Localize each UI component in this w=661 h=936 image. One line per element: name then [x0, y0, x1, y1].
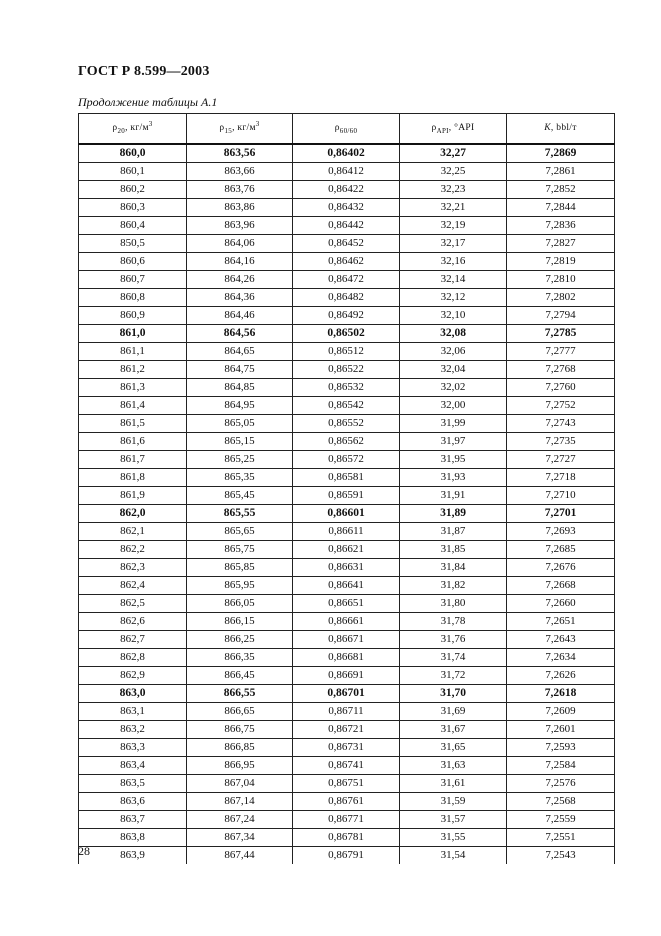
table-cell: 31,99 [400, 415, 507, 433]
table-cell: 0,86512 [293, 343, 400, 361]
table-cell: 31,84 [400, 559, 507, 577]
table-cell: 7,2651 [507, 613, 615, 631]
table-cell: 31,93 [400, 469, 507, 487]
table-cell: 867,14 [187, 793, 293, 811]
table-cell: 31,74 [400, 649, 507, 667]
table-cell: 861,6 [79, 433, 187, 451]
table-cell: 31,67 [400, 721, 507, 739]
table-row [79, 685, 615, 703]
table-cell: 7,2777 [507, 343, 615, 361]
table-row [79, 144, 615, 163]
table-cell: 31,85 [400, 541, 507, 559]
table-cell: 0,86661 [293, 613, 400, 631]
table-cell: 866,25 [187, 631, 293, 649]
table-row [79, 667, 615, 685]
header-subscript: API [436, 126, 449, 135]
table-cell: 32,17 [400, 235, 507, 253]
table-cell: 7,2576 [507, 775, 615, 793]
table-cell: 0,86681 [293, 649, 400, 667]
table-cell: 865,75 [187, 541, 293, 559]
table-cell: 0,86442 [293, 217, 400, 235]
table-cell: 32,10 [400, 307, 507, 325]
table-cell: 861,1 [79, 343, 187, 361]
table-cell: 0,86671 [293, 631, 400, 649]
table-cell: 861,3 [79, 379, 187, 397]
table-cell: 850,5 [79, 235, 187, 253]
header-row [79, 114, 615, 145]
table-cell: 7,2752 [507, 397, 615, 415]
table-cell: 0,86641 [293, 577, 400, 595]
table-cell: 31,55 [400, 829, 507, 847]
table-cell: 865,65 [187, 523, 293, 541]
table-cell: 0,86621 [293, 541, 400, 559]
table-cell: 867,44 [187, 847, 293, 865]
table-cell: 863,4 [79, 757, 187, 775]
table-cell: 862,1 [79, 523, 187, 541]
table-cell: 860,7 [79, 271, 187, 289]
table-cell: 863,86 [187, 199, 293, 217]
table-cell: 0,86581 [293, 469, 400, 487]
table-cell: 864,85 [187, 379, 293, 397]
table-cell: 7,2668 [507, 577, 615, 595]
table-row [79, 433, 615, 451]
table-cell: 7,2827 [507, 235, 615, 253]
header-symbol: ρ [431, 123, 437, 133]
table-cell: 32,12 [400, 289, 507, 307]
table-cell: 32,19 [400, 217, 507, 235]
table-cell: 31,72 [400, 667, 507, 685]
table-row [79, 775, 615, 793]
table-cell: 861,5 [79, 415, 187, 433]
table-cell: 0,86552 [293, 415, 400, 433]
header-symbol: ρ [219, 123, 225, 133]
table-row [79, 829, 615, 847]
table-cell: 7,2593 [507, 739, 615, 757]
table-cell: 861,9 [79, 487, 187, 505]
table-cell: 0,86502 [293, 325, 400, 343]
table-row [79, 307, 615, 325]
table-cell: 32,25 [400, 163, 507, 181]
table-cell: 7,2760 [507, 379, 615, 397]
table-row [79, 847, 615, 865]
header-subscript: 60/60 [339, 126, 358, 135]
table-cell: 0,86522 [293, 361, 400, 379]
table-cell: 860,0 [79, 144, 187, 163]
table-cell: 31,69 [400, 703, 507, 721]
table-row [79, 505, 615, 523]
table-cell: 865,35 [187, 469, 293, 487]
table-cell: 31,95 [400, 451, 507, 469]
table-cell: 863,8 [79, 829, 187, 847]
table-cell: 0,86771 [293, 811, 400, 829]
table-cell: 863,7 [79, 811, 187, 829]
table-cell: 7,2543 [507, 847, 615, 865]
table-cell: 0,86472 [293, 271, 400, 289]
table-cell: 865,95 [187, 577, 293, 595]
table-row [79, 343, 615, 361]
table-row [79, 397, 615, 415]
table-cell: 860,3 [79, 199, 187, 217]
table-cell: 7,2551 [507, 829, 615, 847]
table-cell: 864,26 [187, 271, 293, 289]
table-row [79, 703, 615, 721]
table-cell: 0,86601 [293, 505, 400, 523]
table-cell: 7,2660 [507, 595, 615, 613]
table-cell: 863,5 [79, 775, 187, 793]
table-row [79, 271, 615, 289]
table-cell: 863,96 [187, 217, 293, 235]
table-row [79, 451, 615, 469]
table-row [79, 541, 615, 559]
table-cell: 864,56 [187, 325, 293, 343]
table-cell: 860,2 [79, 181, 187, 199]
table-cell: 866,35 [187, 649, 293, 667]
table-cell: 864,36 [187, 289, 293, 307]
table-cell: 0,86631 [293, 559, 400, 577]
table-caption: Продолжение таблицы А.1 [78, 95, 218, 109]
table-row [79, 415, 615, 433]
table-row [79, 487, 615, 505]
table-cell: 867,24 [187, 811, 293, 829]
table-cell: 864,65 [187, 343, 293, 361]
table-cell: 867,04 [187, 775, 293, 793]
table-cell: 0,86651 [293, 595, 400, 613]
table-cell: 7,2852 [507, 181, 615, 199]
table-cell: 865,05 [187, 415, 293, 433]
table-cell: 863,2 [79, 721, 187, 739]
table-cell: 864,95 [187, 397, 293, 415]
table-cell: 31,63 [400, 757, 507, 775]
table-cell: 861,0 [79, 325, 187, 343]
table-cell: 0,86542 [293, 397, 400, 415]
table-cell: 32,14 [400, 271, 507, 289]
table-row [79, 469, 615, 487]
table-row [79, 811, 615, 829]
table-cell: 0,86721 [293, 721, 400, 739]
header-superscript: 3 [255, 119, 260, 128]
table-cell: 31,59 [400, 793, 507, 811]
table-cell: 7,2869 [507, 144, 615, 163]
table-cell: 7,2601 [507, 721, 615, 739]
table-cell: 31,80 [400, 595, 507, 613]
table-cell: 7,2568 [507, 793, 615, 811]
table-row [79, 379, 615, 397]
table-cell: 7,2626 [507, 667, 615, 685]
table-cell: 7,2701 [507, 505, 615, 523]
table-cell: 866,05 [187, 595, 293, 613]
table-cell: 0,86462 [293, 253, 400, 271]
table-row [79, 649, 615, 667]
table-cell: 31,65 [400, 739, 507, 757]
table-cell: 7,2559 [507, 811, 615, 829]
table-cell: 0,86711 [293, 703, 400, 721]
table-cell: 7,2693 [507, 523, 615, 541]
header-symbol: K [544, 123, 551, 133]
table-cell: 32,02 [400, 379, 507, 397]
table-cell: 7,2710 [507, 487, 615, 505]
table-cell: 7,2609 [507, 703, 615, 721]
table-row [79, 181, 615, 199]
table-cell: 862,0 [79, 505, 187, 523]
table-cell: 0,86611 [293, 523, 400, 541]
header-symbol: ρ [112, 123, 118, 133]
table-cell: 31,97 [400, 433, 507, 451]
table-cell: 865,25 [187, 451, 293, 469]
table-row [79, 199, 615, 217]
header-unit: , °API [448, 123, 475, 133]
table-row [79, 757, 615, 775]
table-cell: 863,6 [79, 793, 187, 811]
table-cell: 31,57 [400, 811, 507, 829]
table-cell: 7,2768 [507, 361, 615, 379]
table-cell: 0,86781 [293, 829, 400, 847]
table-cell: 866,95 [187, 757, 293, 775]
table-cell: 0,86422 [293, 181, 400, 199]
table-cell: 863,9 [79, 847, 187, 865]
table-cell: 0,86532 [293, 379, 400, 397]
table-cell: 32,00 [400, 397, 507, 415]
table-body [79, 144, 615, 864]
table-cell: 0,86452 [293, 235, 400, 253]
table-cell: 863,76 [187, 181, 293, 199]
table-cell: 7,2643 [507, 631, 615, 649]
table-cell: 0,86562 [293, 433, 400, 451]
table-cell: 7,2718 [507, 469, 615, 487]
table-row [79, 595, 615, 613]
table-cell: 31,89 [400, 505, 507, 523]
table-cell: 31,54 [400, 847, 507, 865]
table-cell: 0,86432 [293, 199, 400, 217]
table-row [79, 613, 615, 631]
table-cell: 862,2 [79, 541, 187, 559]
table-cell: 864,75 [187, 361, 293, 379]
header-unit: , bbl/т [550, 123, 577, 133]
table-cell: 7,2685 [507, 541, 615, 559]
table-cell: 0,86701 [293, 685, 400, 703]
table-cell: 32,06 [400, 343, 507, 361]
table-cell: 860,9 [79, 307, 187, 325]
table-cell: 32,04 [400, 361, 507, 379]
column-header [507, 114, 615, 145]
table-cell: 7,2861 [507, 163, 615, 181]
table-row [79, 793, 615, 811]
header-superscript: 3 [148, 119, 153, 128]
table-cell: 0,86482 [293, 289, 400, 307]
table-cell: 0,86741 [293, 757, 400, 775]
table-cell: 860,4 [79, 217, 187, 235]
table-cell: 866,75 [187, 721, 293, 739]
table-cell: 863,0 [79, 685, 187, 703]
table-cell: 31,61 [400, 775, 507, 793]
column-header [187, 114, 293, 145]
table-row [79, 253, 615, 271]
table-cell: 7,2676 [507, 559, 615, 577]
table-row [79, 739, 615, 757]
table-row [79, 163, 615, 181]
table-row [79, 559, 615, 577]
table-row [79, 361, 615, 379]
table-cell: 0,86402 [293, 144, 400, 163]
table-row [79, 523, 615, 541]
table-cell: 31,82 [400, 577, 507, 595]
table-cell: 7,2584 [507, 757, 615, 775]
table-cell: 31,70 [400, 685, 507, 703]
table-cell: 32,27 [400, 144, 507, 163]
table-cell: 860,8 [79, 289, 187, 307]
table-cell: 862,7 [79, 631, 187, 649]
table-cell: 32,21 [400, 199, 507, 217]
table-cell: 861,7 [79, 451, 187, 469]
table-cell: 864,06 [187, 235, 293, 253]
table-cell: 31,91 [400, 487, 507, 505]
table-cell: 860,6 [79, 253, 187, 271]
header-symbol: ρ [334, 123, 340, 133]
table-cell: 7,2735 [507, 433, 615, 451]
table-cell: 861,2 [79, 361, 187, 379]
table-cell: 7,2727 [507, 451, 615, 469]
table-cell: 0,86591 [293, 487, 400, 505]
table-row [79, 577, 615, 595]
table-cell: 865,15 [187, 433, 293, 451]
header-subscript: 15 [224, 126, 233, 135]
header-unit: , кг/м [232, 123, 256, 133]
table-cell: 0,86761 [293, 793, 400, 811]
table-cell: 0,86412 [293, 163, 400, 181]
header-subscript: 20 [117, 126, 126, 135]
table-cell: 867,34 [187, 829, 293, 847]
table-cell: 31,87 [400, 523, 507, 541]
table-cell: 31,76 [400, 631, 507, 649]
table-row [79, 721, 615, 739]
table-cell: 7,2802 [507, 289, 615, 307]
table-cell: 862,9 [79, 667, 187, 685]
table-cell: 860,1 [79, 163, 187, 181]
column-header [293, 114, 400, 145]
table-cell: 0,86572 [293, 451, 400, 469]
table-cell: 32,08 [400, 325, 507, 343]
table-cell: 862,4 [79, 577, 187, 595]
table-cell: 862,8 [79, 649, 187, 667]
table-cell: 864,16 [187, 253, 293, 271]
table-cell: 7,2810 [507, 271, 615, 289]
table-row [79, 325, 615, 343]
table-cell: 31,78 [400, 613, 507, 631]
table-cell: 862,5 [79, 595, 187, 613]
table-cell: 863,3 [79, 739, 187, 757]
table-cell: 7,2794 [507, 307, 615, 325]
header-unit: , кг/м [125, 123, 149, 133]
table-cell: 7,2634 [507, 649, 615, 667]
table-cell: 866,15 [187, 613, 293, 631]
table-cell: 864,46 [187, 307, 293, 325]
table-cell: 861,4 [79, 397, 187, 415]
table-cell: 865,85 [187, 559, 293, 577]
table-cell: 861,8 [79, 469, 187, 487]
table-row [79, 235, 615, 253]
table-cell: 7,2844 [507, 199, 615, 217]
column-header [79, 114, 187, 145]
table-row [79, 289, 615, 307]
table-cell: 866,85 [187, 739, 293, 757]
table-cell: 865,55 [187, 505, 293, 523]
table-cell: 0,86751 [293, 775, 400, 793]
column-header [400, 114, 507, 145]
table-row [79, 631, 615, 649]
table-row [79, 217, 615, 235]
table-cell: 866,65 [187, 703, 293, 721]
table-cell: 7,2819 [507, 253, 615, 271]
table-cell: 862,6 [79, 613, 187, 631]
table-cell: 32,16 [400, 253, 507, 271]
table-cell: 7,2618 [507, 685, 615, 703]
table-cell: 865,45 [187, 487, 293, 505]
table-cell: 866,45 [187, 667, 293, 685]
table-cell: 0,86492 [293, 307, 400, 325]
table-cell: 863,1 [79, 703, 187, 721]
page-number: 28 [78, 844, 90, 858]
table-cell: 32,23 [400, 181, 507, 199]
table-cell: 7,2836 [507, 217, 615, 235]
table-cell: 863,56 [187, 144, 293, 163]
table-cell: 866,55 [187, 685, 293, 703]
table-cell: 0,86791 [293, 847, 400, 865]
table-cell: 862,3 [79, 559, 187, 577]
table-cell: 0,86691 [293, 667, 400, 685]
table-cell: 7,2785 [507, 325, 615, 343]
document-header: ГОСТ Р 8.599—2003 [78, 64, 210, 79]
table-cell: 863,66 [187, 163, 293, 181]
density-table [78, 113, 615, 864]
table-cell: 0,86731 [293, 739, 400, 757]
table-cell: 7,2743 [507, 415, 615, 433]
